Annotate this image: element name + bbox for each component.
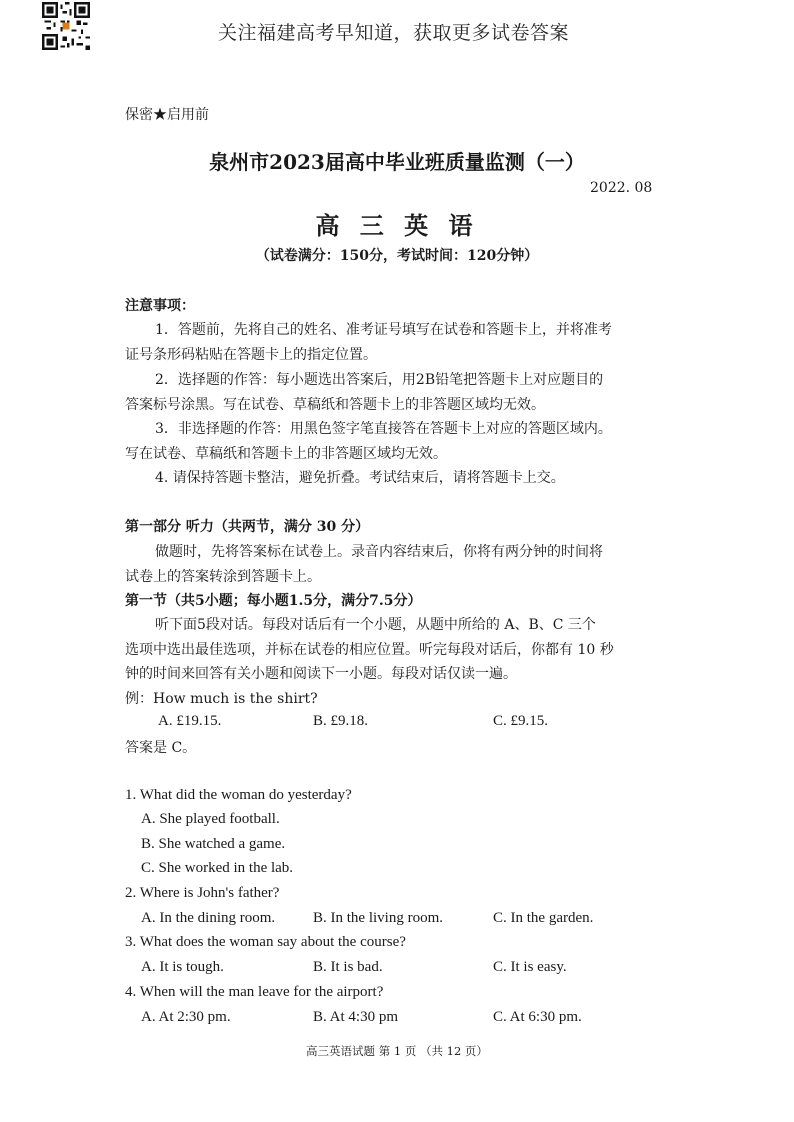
- exam-title: 泉州市2023届高中毕业班质量监测（一）: [209, 150, 585, 174]
- page-footer: 高三英语试题 第 1 页 （共 12 页）: [306, 1044, 488, 1058]
- question-4: 4. When will the man leave for the airport?: [125, 984, 384, 1000]
- question-3: 3. What does the woman say about the course?: [125, 934, 406, 950]
- part1-heading: 第一部分 听力（共两节，满分 30 分）: [125, 519, 370, 535]
- notice-heading: 注意事项：: [125, 298, 195, 314]
- question-2-option-a: A. In the dining room.: [141, 910, 276, 926]
- notice-line: 3．非选择题的作答：用黑色签字笔直接答在答题卡上对应的答题区域内。: [155, 421, 612, 437]
- notice-line: 写在试卷、草稿纸和答题卡上的非答题区域均无效。: [125, 446, 447, 462]
- section1-intro-line: 钟的时间来回答有关小题和阅读下一小题。每段对话仅读一遍。: [125, 666, 517, 682]
- example-option-c: C. £9.15.: [493, 713, 549, 729]
- question-4-option-c: C. At 6:30 pm.: [493, 1009, 582, 1025]
- question-3-option-a: A. It is tough.: [141, 959, 224, 975]
- question-2-option-c: C. In the garden.: [493, 910, 594, 926]
- score-info: （试卷满分：150分，考试时间：120分钟）: [255, 248, 539, 264]
- section1-intro-line: 选项中选出最佳选项，并标在试卷的相应位置。听完每段对话后，你都有 10 秒: [125, 642, 614, 658]
- exam-date: 2022. 08: [590, 180, 653, 196]
- example-answer: 答案是 C。: [125, 740, 197, 756]
- question-2: 2. Where is John's father?: [125, 885, 280, 901]
- confidential-label: 保密★启用前: [125, 107, 209, 123]
- question-3-option-b: B. It is bad.: [313, 959, 383, 975]
- question-1-option-c: C. She worked in the lab.: [141, 860, 294, 876]
- question-1-option-a: A. She played football.: [141, 811, 280, 827]
- notice-line: 证号条形码粘贴在答题卡上的指定位置。: [125, 347, 377, 363]
- notice-line: 4. 请保持答题卡整洁，避免折叠。考试结束后，请将答题卡上交。: [155, 470, 565, 486]
- promo-banner: 关注福建高考早知道，获取更多试卷答案: [218, 22, 570, 44]
- question-1: 1. What did the woman do yesterday?: [125, 787, 352, 803]
- part1-intro-line: 做题时，先将答案标在试卷上。录音内容结束后，你将有两分钟的时间将: [155, 544, 603, 560]
- section1-intro-line: 听下面5段对话。每段对话后有一个小题，从题中所给的 A、B、C 三个: [155, 617, 596, 633]
- question-1-option-b: B. She watched a game.: [141, 836, 286, 852]
- notice-line: 2．选择题的作答：每小题选出答案后，用2B铅笔把答题卡上对应题目的: [155, 372, 604, 388]
- question-4-option-b: B. At 4:30 pm: [313, 1009, 399, 1025]
- question-2-option-b: B. In the living room.: [313, 910, 443, 926]
- example-question: 例：How much is the shirt?: [125, 691, 318, 707]
- section1-heading: 第一节（共5小题；每小题1.5分，满分7.5分）: [125, 593, 422, 609]
- notice-line: 1．答题前，先将自己的姓名、准考证号填写在试卷和答题卡上，并将准考: [155, 322, 612, 338]
- subject-title: 高 三 英 语: [315, 211, 479, 240]
- example-option-b: B. £9.18.: [313, 713, 369, 729]
- question-4-option-a: A. At 2:30 pm.: [141, 1009, 231, 1025]
- question-3-option-c: C. It is easy.: [493, 959, 567, 975]
- example-option-a: A. £19.15.: [158, 713, 222, 729]
- part1-intro-line: 试卷上的答案转涂到答题卡上。: [125, 569, 321, 585]
- qr-code-icon: [42, 2, 90, 50]
- notice-line: 答案标号涂黑。写在试卷、草稿纸和答题卡上的非答题区域均无效。: [125, 397, 545, 413]
